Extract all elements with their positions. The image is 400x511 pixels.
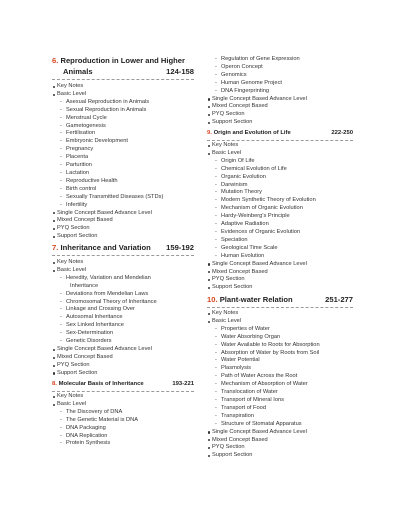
toc-bullet-item: Single Concept Based Advance Level [207,261,353,269]
toc-sub-item: - Gametogenesis [52,123,194,131]
toc-sub-item: - Evidences of Organic Evolution [207,229,353,237]
toc-bullet-item: PYQ Section [207,444,353,452]
toc-bullet-item: Single Concept Based Advance Level [52,346,194,354]
chapter-page-range: 251-277 [325,295,353,304]
toc-bullet-item: Basic Level [207,150,353,158]
toc-bullet-item: PYQ Section [52,225,194,233]
divider [52,391,194,392]
toc-sub-item: - Human Evolution [207,253,353,261]
toc-sub-item: - Regulation of Gene Expression [207,56,353,64]
chapter-title-line2: Animals [63,67,93,76]
toc-bullet-item: Mixed Concept Based [52,217,194,225]
chapter-page-range: 159-192 [166,243,194,252]
toc-bullet-item: Support Section [52,233,194,241]
toc-bullet-item: Basic Level [207,318,353,326]
toc-sub-item: - Autosomal Inheritance [52,314,194,322]
toc-sub-item: - Pregnancy [52,146,194,154]
toc-sub-item: - DNA Fingerprinting [207,88,353,96]
divider [52,255,194,256]
toc-sub-item: - Sexual Reproduction in Animals [52,107,194,115]
toc-bullet-item: PYQ Section [52,362,194,370]
chapter-number: 10. [207,295,218,304]
toc-sub-item: - Asexual Reproduction in Animals [52,99,194,107]
chapter-items [52,259,194,378]
toc-sub-item: - Modern Synthetic Theory of Evolution [207,197,353,205]
toc-sub-item: - Parturition [52,162,194,170]
toc-bullet-item: Basic Level [52,401,194,409]
toc-sub-item: - Translocation of Water [207,389,353,397]
toc-sub-item: - Sexually Transmitted Diseases (STDs) [52,194,194,202]
toc-sub-item: - Speciation [207,237,353,245]
divider [207,307,353,308]
toc-sub-item: - Origin Of Life [207,158,353,166]
chapter-title: Inheritance and Variation [60,243,151,252]
divider [52,79,194,80]
toc-sub-item: - Infertility [52,202,194,210]
chapter-title: Reproduction in Lower and Higher [60,56,185,65]
toc-sub-item: - Adaptive Radiation [207,221,353,229]
toc-sub-item: - Properties of Water [207,326,353,334]
toc-sub-item: - Linkage and Crossing Over [52,306,194,314]
toc-sub-item: - Fertilisation [52,130,194,138]
toc-sub-item: - Hardy-Weinberg’s Principle [207,213,353,221]
toc-bullet-item: PYQ Section [207,276,353,284]
toc-sub-item: - Geological Time Scale [207,245,353,253]
toc-bullet-item: Support Section [207,284,353,292]
toc-bullet-item: Key Notes [207,310,353,318]
chapter-items [52,83,194,241]
toc-sub-item: - Path of Water Across the Root [207,373,353,381]
toc-sub-item: - Water Absorbing Organ [207,334,353,342]
toc-sub-item: - Placenta [52,154,194,162]
toc-sub-item: - Protein Synthesis [52,440,194,448]
chapter-page-range: 222-250 [331,130,353,136]
toc-sub-item: - Reproductive Health [52,178,194,186]
toc-sub-item: - Menstrual Cycle [52,115,194,123]
toc-sub-item: - Genetic Disorders [52,338,194,346]
toc-bullet-item: Key Notes [207,142,353,150]
toc-bullet-item: PYQ Section [207,111,353,119]
chapter-number: 7. [52,243,59,252]
toc-bullet-item: Mixed Concept Based [52,354,194,362]
toc-bullet-item: Key Notes [52,83,194,91]
toc-bullet-item: Support Section [52,370,194,378]
toc-bullet-item: Mixed Concept Based [207,103,353,111]
toc-sub-item: - Water Potential [207,357,353,365]
chapter-items [207,310,353,460]
toc-bullet-item: Basic Level [52,267,194,275]
chapter-number: 6. [52,56,59,65]
toc-sub-item: - Structure of Stomatal Apparatus [207,421,353,429]
toc-sub-item: - Transpiration [207,413,353,421]
toc-sub-item: - Darwinism [207,182,353,190]
toc-sub-item: - Deviations from Mendelian Laws [52,291,194,299]
toc-sub-item: - Operon Concept [207,64,353,72]
toc-sub-item: - Transport of Mineral Ions [207,397,353,405]
toc-sub-item: - Transport of Food [207,405,353,413]
toc-bullet-item: Support Section [207,452,353,460]
toc-sub-item: - Sex-Determination [52,330,194,338]
toc-bullet-item: Single Concept Based Advance Level [207,96,353,104]
toc-sub-item: - The Genetic Material is DNA [52,417,194,425]
toc-sub-item: - Sex Linked Inheritance [52,322,194,330]
toc-sub-item: - Absorption of Water by Roots from Soil [207,350,353,358]
toc-bullet-item: Mixed Concept Based [207,437,353,445]
chapter-items [207,56,353,127]
toc-sub-item: - The Discovery of DNA [52,409,194,417]
toc-sub-item: - DNA Packaging [52,425,194,433]
toc-sub-item: - Embryonic Development [52,138,194,146]
chapter-title: Origin and Evolution of Life [213,130,291,136]
toc-bullet-item: Basic Level [52,91,194,99]
toc-sub-item: - Water Available to Roots for Absorption [207,342,353,350]
chapter-page-range: 124-158 [166,67,194,76]
toc-sub-item: - DNA Replication [52,433,194,441]
toc-sub-item: - Mechanism of Organic Evolution [207,205,353,213]
toc-sub-item: - Genomics [207,72,353,80]
toc-sub-item: - Birth control [52,186,194,194]
toc-bullet-item: Mixed Concept Based [207,269,353,277]
toc-sub-item: - Mechanism of Absorption of Water [207,381,353,389]
toc-sub-item: - Human Genome Project [207,80,353,88]
toc-sub-item: Inheritance [70,282,99,289]
toc-bullet-item: Single Concept Based Advance Level [52,210,194,218]
toc-sub-item: - Heredity, Variation and Mendelian [52,275,194,283]
toc-sub-item: - Chemical Evolution of Life [207,166,353,174]
chapter-number: 9. [207,130,212,136]
chapter-title: Plant-water Relation [219,295,293,304]
divider [207,140,353,141]
toc-sub-item: - Mutation Theory [207,189,353,197]
chapter-items [207,142,353,292]
toc-bullet-item: Single Concept Based Advance Level [207,429,353,437]
chapter-items [52,393,194,448]
toc-sub-item: - Organic Evolution [207,174,353,182]
chapter-title: Molecular Basis of Inheritance [58,381,144,387]
toc-sub-item: - Lactation [52,170,194,178]
toc-sub-item: - Chromosomal Theory of Inheritance [52,299,194,307]
chapter-number: 8. [52,381,57,387]
toc-sub-item: - Plasmolysis [207,365,353,373]
toc-bullet-item: Key Notes [52,259,194,267]
toc-bullet-item: Support Section [207,119,353,127]
toc-bullet-item: Key Notes [52,393,194,401]
chapter-page-range: 193-221 [172,381,194,387]
